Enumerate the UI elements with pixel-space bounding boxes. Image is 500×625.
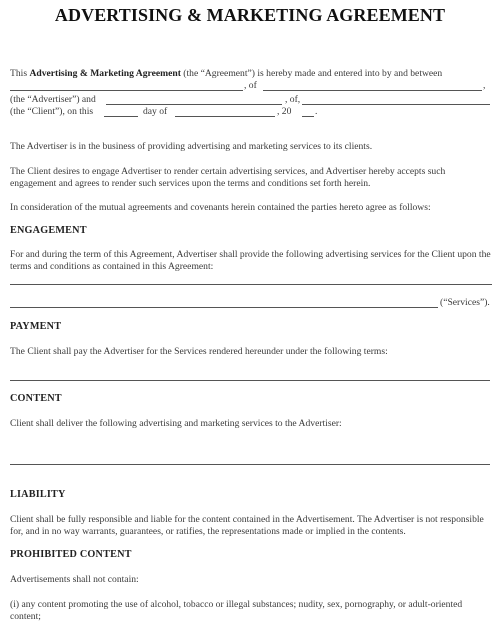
comma-label: , xyxy=(483,80,486,91)
prohibited-intro: Advertisements shall not contain: xyxy=(10,574,139,585)
content-blank[interactable] xyxy=(10,464,490,465)
engagement-text: For and during the term of this Agreement, Advertiser shall provide the following advertising services for the Client upon the terms and conditions as contained in this Agreement: xyxy=(10,249,491,272)
liability-text: Client shall be fully responsible and liable for the content contained in the Advertisement. The Advertiser is not responsible for, and in no way warrants, guarantees, or ratifies, the representations made or implied in the contents. xyxy=(10,514,484,537)
agreement-name: Advertising & Marketing Agreement xyxy=(29,68,181,79)
day-blank[interactable] xyxy=(104,116,138,117)
client-label: (the “Client”), on this xyxy=(10,106,94,117)
prohibited-heading: PROHIBITED CONTENT xyxy=(10,549,132,560)
intro-text-start: This xyxy=(10,68,30,79)
client-name-blank[interactable] xyxy=(106,104,282,105)
of-label-1: , of xyxy=(244,80,257,91)
services-blank-1[interactable] xyxy=(10,284,492,285)
client-address-blank[interactable] xyxy=(302,104,490,105)
month-blank[interactable] xyxy=(175,116,275,117)
payment-heading: PAYMENT xyxy=(10,321,62,332)
liability-heading: LIABILITY xyxy=(10,489,66,500)
advertiser-label: (the “Advertiser”) and xyxy=(10,94,96,105)
period-label: . xyxy=(315,106,318,117)
prohibited-item-1: (i) any content promoting the use of alcohol, tobacco or illegal substances; nudity, sex, pornography, or adult-oriented content; xyxy=(10,599,463,622)
document-title: ADVERTISING & MARKETING AGREEMENT xyxy=(54,5,446,25)
content-heading: CONTENT xyxy=(10,393,62,404)
advertiser-name-blank[interactable] xyxy=(10,90,243,91)
intro-text-end: (the “Agreement”) is hereby made and entered into by and between xyxy=(180,68,443,79)
content-text: Client shall deliver the following advertising and marketing services to the Advertiser: xyxy=(10,418,342,429)
of-label-2: , of, xyxy=(285,94,301,105)
paragraph-business: The Advertiser is in the business of providing advertising and marketing services to its clients. xyxy=(10,141,373,152)
payment-text: The Client shall pay the Advertiser for the Services rendered hereunder under the following terms: xyxy=(10,346,388,357)
services-blank-2[interactable] xyxy=(10,307,438,308)
services-label: (“Services”). xyxy=(440,297,490,308)
paragraph-consideration: In consideration of the mutual agreements and covenants herein contained the parties hereto agree as follows: xyxy=(10,202,431,213)
payment-terms-blank[interactable] xyxy=(10,380,490,381)
paragraph-engage: The Client desires to engage Advertiser to render certain advertising services, and Advertiser hereby accepts such engagement and agrees to render such services upon the terms and conditions set forth herein. xyxy=(10,166,446,189)
day-of-label: day of xyxy=(143,106,168,117)
engagement-heading: ENGAGEMENT xyxy=(10,225,87,236)
intro-line-1 xyxy=(10,68,492,80)
advertiser-address-blank[interactable] xyxy=(263,90,482,91)
year-label: , 20 xyxy=(277,106,292,117)
year-blank[interactable] xyxy=(302,116,314,117)
